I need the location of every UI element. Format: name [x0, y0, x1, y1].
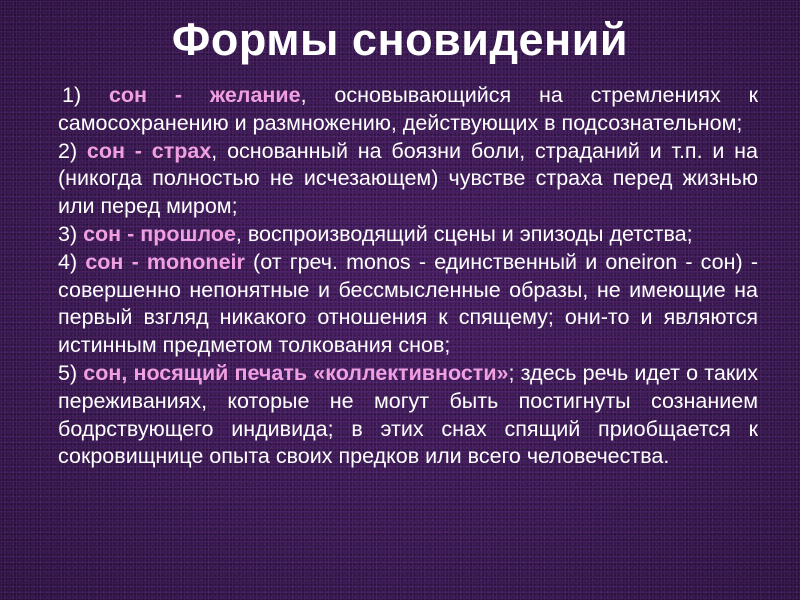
item-term: сон - страх: [86, 138, 212, 163]
item-number: 4): [58, 249, 86, 274]
item-term: сон - желание: [108, 83, 301, 107]
item-term: сон, носящий печать «коллективности»: [83, 360, 509, 385]
item-term: сон - прошлое: [83, 221, 236, 246]
item-number: 3): [58, 221, 84, 246]
item-number: 1): [62, 83, 109, 107]
item-number: 5): [58, 360, 84, 385]
list-item: [58, 82, 758, 138]
slide-content: [58, 82, 758, 471]
item-term: сон - mononeir: [85, 249, 245, 274]
item-text: ; здесь речь идет о таких переживаниях, которые не могут быть постигнуты сознанием бодрствующего индивида; в этих снах спящий приобщается к сокровищнице опыта своих предков или всего человечества.: [58, 360, 758, 469]
slide-title: Формы сновидений: [171, 14, 629, 65]
item-text: , воспроизводящий сцены и эпизоды детства;: [235, 221, 693, 246]
item-text: (от греч. monos - единственный и oneiron - сон) - совершенно непонятные и бессмысленные образы, не имеющие на первый взгляд никакого отношения к спящему; они-то и являются истинным предметом толкования снов;: [58, 249, 759, 358]
item-number: 2): [58, 138, 87, 163]
item-text: , основанный на боязни боли, страданий и т.п. и на (никогда полностью не исчезающем) чувстве страха перед жизнью или перед миром;: [58, 138, 758, 219]
list-item: [58, 221, 758, 249]
list-item: [58, 249, 758, 360]
list-item: [58, 138, 758, 221]
list-item: [58, 360, 758, 471]
item-text: , основывающийся на стремлениях к самосохранению и размножению, действующих в подсознательном;: [58, 83, 758, 135]
